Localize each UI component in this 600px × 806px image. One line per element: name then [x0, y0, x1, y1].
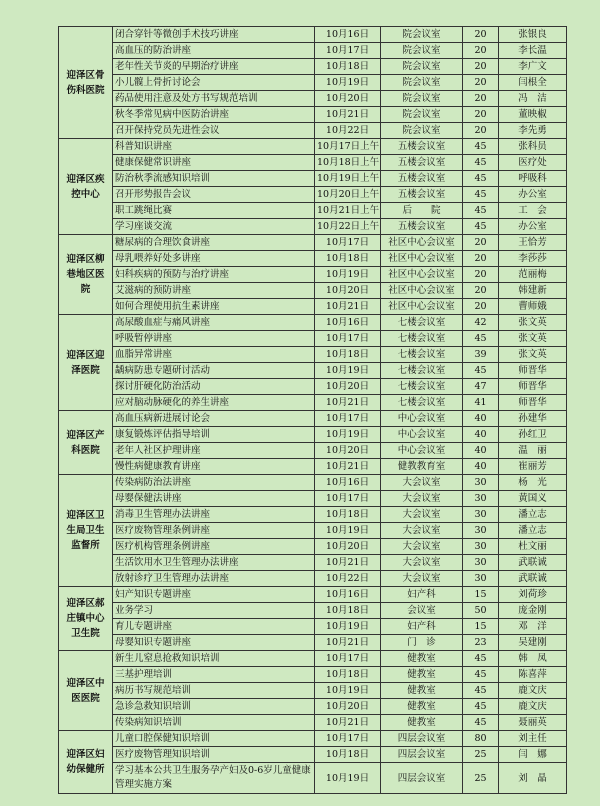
location-cell: 五楼会议室: [381, 171, 463, 187]
location-cell: 大会议室: [381, 539, 463, 555]
attendee-count-cell: 45: [463, 331, 499, 347]
table-row: [59, 603, 567, 619]
table-row: [59, 395, 567, 411]
attendee-count-cell: 20: [463, 107, 499, 123]
presenter-cell: 办公室: [499, 219, 567, 235]
location-cell: 健教室: [381, 683, 463, 699]
topic-cell: 三基护理培训: [113, 667, 315, 683]
presenter-cell: 孙红卫: [499, 427, 567, 443]
attendee-count-cell: 25: [463, 747, 499, 763]
organization-cell: 迎泽区迎泽医院: [59, 315, 113, 411]
topic-cell: 康复锻炼评估指导培训: [113, 427, 315, 443]
presenter-cell: 师晋华: [499, 363, 567, 379]
attendee-count-cell: 50: [463, 603, 499, 619]
topic-cell: 业务学习: [113, 603, 315, 619]
presenter-cell: 刘荷珍: [499, 587, 567, 603]
topic-cell: 母乳喂养好处多讲座: [113, 251, 315, 267]
table-row: [59, 747, 567, 763]
presenter-cell: 鹿文庆: [499, 683, 567, 699]
topic-cell: 育儿专题讲座: [113, 619, 315, 635]
location-cell: 五楼会议室: [381, 187, 463, 203]
table-row: [59, 75, 567, 91]
location-cell: 健教室: [381, 715, 463, 731]
topic-cell: 老年人社区护理讲座: [113, 443, 315, 459]
attendee-count-cell: 41: [463, 395, 499, 411]
location-cell: 四层会议室: [381, 747, 463, 763]
table-row: [59, 635, 567, 651]
location-cell: 院会议室: [381, 59, 463, 75]
date-cell: 10月19日: [315, 523, 381, 539]
location-cell: 院会议室: [381, 91, 463, 107]
table-row: [59, 411, 567, 427]
table-row: [59, 107, 567, 123]
topic-cell: 龋病防患专题研讨活动: [113, 363, 315, 379]
topic-cell: 高血压病新进展讨论会: [113, 411, 315, 427]
presenter-cell: 张银良: [499, 27, 567, 43]
organization-cell: 迎泽区柳巷地区医院: [59, 235, 113, 315]
date-cell: 10月17日: [315, 411, 381, 427]
date-cell: 10月20日: [315, 91, 381, 107]
presenter-cell: 陈喜萍: [499, 667, 567, 683]
date-cell: 10月16日: [315, 315, 381, 331]
topic-cell: 召开形势报告会议: [113, 187, 315, 203]
presenter-cell: 韩建新: [499, 283, 567, 299]
date-cell: 10月21日: [315, 395, 381, 411]
organization-cell: 迎泽区产科医院: [59, 411, 113, 475]
table-row: [59, 43, 567, 59]
topic-cell: 血脂异常讲座: [113, 347, 315, 363]
attendee-count-cell: 20: [463, 267, 499, 283]
presenter-cell: 办公室: [499, 187, 567, 203]
location-cell: 五楼会议室: [381, 219, 463, 235]
date-cell: 10月17日: [315, 491, 381, 507]
table-row: [59, 459, 567, 475]
attendee-count-cell: 45: [463, 667, 499, 683]
date-cell: 10月19日上午: [315, 171, 381, 187]
attendee-count-cell: 20: [463, 27, 499, 43]
topic-cell: 医疗机构管理条例讲座: [113, 539, 315, 555]
table-row: [59, 187, 567, 203]
date-cell: 10月21日: [315, 635, 381, 651]
presenter-cell: 闫根全: [499, 75, 567, 91]
date-cell: 10月17日: [315, 651, 381, 667]
date-cell: 10月20日: [315, 379, 381, 395]
organization-cell: 迎泽区疾控中心: [59, 139, 113, 235]
table-row: [59, 363, 567, 379]
attendee-count-cell: 39: [463, 347, 499, 363]
table-row: [59, 283, 567, 299]
presenter-cell: 杨 光: [499, 475, 567, 491]
date-cell: 10月19日: [315, 683, 381, 699]
presenter-cell: 潘立志: [499, 523, 567, 539]
attendee-count-cell: 20: [463, 75, 499, 91]
attendee-count-cell: 20: [463, 251, 499, 267]
presenter-cell: 医疗处: [499, 155, 567, 171]
location-cell: 门 诊: [381, 635, 463, 651]
topic-cell: 儿童口腔保健知识培训: [113, 731, 315, 747]
attendee-count-cell: 45: [463, 683, 499, 699]
location-cell: 中心会议室: [381, 427, 463, 443]
presenter-cell: 冯 洁: [499, 91, 567, 107]
date-cell: 10月18日: [315, 347, 381, 363]
location-cell: 中心会议室: [381, 411, 463, 427]
topic-cell: 探讨肝硬化防治活动: [113, 379, 315, 395]
table-row: [59, 91, 567, 107]
topic-cell: 如何合理使用抗生素讲座: [113, 299, 315, 315]
presenter-cell: 李莎莎: [499, 251, 567, 267]
presenter-cell: 张科员: [499, 139, 567, 155]
presenter-cell: 李先勇: [499, 123, 567, 139]
table-row: [59, 507, 567, 523]
attendee-count-cell: 25: [463, 763, 499, 794]
presenter-cell: 董映椒: [499, 107, 567, 123]
table-row: [59, 715, 567, 731]
date-cell: 10月21日: [315, 715, 381, 731]
presenter-cell: 李长温: [499, 43, 567, 59]
date-cell: 10月21日: [315, 299, 381, 315]
attendee-count-cell: 40: [463, 459, 499, 475]
presenter-cell: 韩 凤: [499, 651, 567, 667]
location-cell: 五楼会议室: [381, 139, 463, 155]
topic-cell: 学习座谈交流: [113, 219, 315, 235]
presenter-cell: 范丽梅: [499, 267, 567, 283]
location-cell: 四层会议室: [381, 731, 463, 747]
location-cell: 五楼会议室: [381, 155, 463, 171]
table-row: [59, 443, 567, 459]
location-cell: 社区中心会议室: [381, 299, 463, 315]
topic-cell: 呼吸暂停讲座: [113, 331, 315, 347]
table-row: [59, 587, 567, 603]
location-cell: 社区中心会议室: [381, 283, 463, 299]
attendee-count-cell: 45: [463, 203, 499, 219]
table-row: [59, 475, 567, 491]
attendee-count-cell: 30: [463, 571, 499, 587]
topic-cell: 新生儿窒息抢救知识培训: [113, 651, 315, 667]
attendee-count-cell: 45: [463, 155, 499, 171]
presenter-cell: 张文英: [499, 315, 567, 331]
presenter-cell: 工 会: [499, 203, 567, 219]
topic-cell: 糖尿病的合理饮食讲座: [113, 235, 315, 251]
attendee-count-cell: 30: [463, 523, 499, 539]
date-cell: 10月18日: [315, 251, 381, 267]
presenter-cell: 呼吸科: [499, 171, 567, 187]
table-row: [59, 59, 567, 75]
date-cell: 10月22日: [315, 571, 381, 587]
table-row: [59, 347, 567, 363]
topic-cell: 高血压的防治讲座: [113, 43, 315, 59]
presenter-cell: 王恰芳: [499, 235, 567, 251]
attendee-count-cell: 20: [463, 283, 499, 299]
presenter-cell: 师晋华: [499, 379, 567, 395]
date-cell: 10月19日: [315, 427, 381, 443]
table-row: [59, 267, 567, 283]
date-cell: 10月21日: [315, 107, 381, 123]
presenter-cell: 黄国义: [499, 491, 567, 507]
presenter-cell: 曹师娥: [499, 299, 567, 315]
table-row: [59, 731, 567, 747]
attendee-count-cell: 30: [463, 507, 499, 523]
topic-cell: 健康保健常识讲座: [113, 155, 315, 171]
location-cell: 大会议室: [381, 555, 463, 571]
attendee-count-cell: 20: [463, 43, 499, 59]
topic-cell: 药品使用注意及处方书写规范培训: [113, 91, 315, 107]
attendee-count-cell: 40: [463, 411, 499, 427]
presenter-cell: 武联诚: [499, 571, 567, 587]
table-row: [59, 763, 567, 794]
attendee-count-cell: 23: [463, 635, 499, 651]
date-cell: 10月18日: [315, 747, 381, 763]
topic-cell: 母婴保健法讲座: [113, 491, 315, 507]
topic-cell: 放射诊疗卫生管理办法讲座: [113, 571, 315, 587]
location-cell: 大会议室: [381, 475, 463, 491]
location-cell: 七楼会议室: [381, 331, 463, 347]
presenter-cell: 邓 洋: [499, 619, 567, 635]
location-cell: 四层会议室: [381, 763, 463, 794]
date-cell: 10月16日: [315, 475, 381, 491]
organization-cell: 迎泽区郝庄镇中心卫生院: [59, 587, 113, 651]
topic-cell: 召开保持党员先进性会议: [113, 123, 315, 139]
schedule-body: [59, 27, 567, 794]
attendee-count-cell: 45: [463, 171, 499, 187]
organization-cell: 迎泽区中医医院: [59, 651, 113, 731]
table-row: [59, 203, 567, 219]
presenter-cell: 张文英: [499, 331, 567, 347]
attendee-count-cell: 20: [463, 59, 499, 75]
date-cell: 10月17日: [315, 235, 381, 251]
topic-cell: 妇科疾病的预防与治疗讲座: [113, 267, 315, 283]
location-cell: 院会议室: [381, 75, 463, 91]
location-cell: 会议室: [381, 603, 463, 619]
attendee-count-cell: 40: [463, 443, 499, 459]
date-cell: 10月17日: [315, 43, 381, 59]
table-row: [59, 331, 567, 347]
table-row: [59, 619, 567, 635]
date-cell: 10月18日: [315, 667, 381, 683]
presenter-cell: 刘主任: [499, 731, 567, 747]
attendee-count-cell: 20: [463, 299, 499, 315]
presenter-cell: 师晋华: [499, 395, 567, 411]
organization-cell: 迎泽区妇幼保健所: [59, 731, 113, 794]
training-schedule-table: [58, 26, 567, 794]
date-cell: 10月20日上午: [315, 187, 381, 203]
table-row: [59, 299, 567, 315]
location-cell: 后 院: [381, 203, 463, 219]
location-cell: 大会议室: [381, 491, 463, 507]
table-row: [59, 427, 567, 443]
topic-cell: 传染病知识培训: [113, 715, 315, 731]
table-row: [59, 539, 567, 555]
location-cell: 七楼会议室: [381, 395, 463, 411]
topic-cell: 妇产知识专题讲座: [113, 587, 315, 603]
date-cell: 10月19日: [315, 75, 381, 91]
attendee-count-cell: 15: [463, 587, 499, 603]
date-cell: 10月19日: [315, 619, 381, 635]
attendee-count-cell: 47: [463, 379, 499, 395]
presenter-cell: 潘立志: [499, 507, 567, 523]
topic-cell: 闭合穿针等微创手术技巧讲座: [113, 27, 315, 43]
table-row: [59, 251, 567, 267]
location-cell: 七楼会议室: [381, 363, 463, 379]
presenter-cell: 闫 娜: [499, 747, 567, 763]
location-cell: 院会议室: [381, 27, 463, 43]
attendee-count-cell: 80: [463, 731, 499, 747]
attendee-count-cell: 20: [463, 235, 499, 251]
presenter-cell: 武联诚: [499, 555, 567, 571]
topic-cell: 应对脑动脉硬化的养生讲座: [113, 395, 315, 411]
date-cell: 10月20日: [315, 539, 381, 555]
attendee-count-cell: 30: [463, 539, 499, 555]
date-cell: 10月16日: [315, 587, 381, 603]
attendee-count-cell: 45: [463, 219, 499, 235]
location-cell: 中心会议室: [381, 443, 463, 459]
table-row: [59, 571, 567, 587]
topic-cell: 职工跳绳比赛: [113, 203, 315, 219]
attendee-count-cell: 20: [463, 123, 499, 139]
table-row: [59, 379, 567, 395]
organization-cell: 迎泽区卫生局卫生监督所: [59, 475, 113, 587]
table-row: [59, 699, 567, 715]
topic-cell: 防治秋季流感知识培训: [113, 171, 315, 187]
attendee-count-cell: 30: [463, 491, 499, 507]
attendee-count-cell: 15: [463, 619, 499, 635]
attendee-count-cell: 40: [463, 427, 499, 443]
location-cell: 妇产科: [381, 619, 463, 635]
location-cell: 大会议室: [381, 571, 463, 587]
table-row: [59, 27, 567, 43]
attendee-count-cell: 42: [463, 315, 499, 331]
presenter-cell: 鹿文庆: [499, 699, 567, 715]
date-cell: 10月22日上午: [315, 219, 381, 235]
topic-cell: 秋冬季常见病中医防治讲座: [113, 107, 315, 123]
topic-cell: 医疗废物管理知识培训: [113, 747, 315, 763]
attendee-count-cell: 45: [463, 139, 499, 155]
date-cell: 10月17日: [315, 331, 381, 347]
table-row: [59, 139, 567, 155]
location-cell: 社区中心会议室: [381, 267, 463, 283]
attendee-count-cell: 30: [463, 555, 499, 571]
presenter-cell: 李广文: [499, 59, 567, 75]
topic-cell: 传染病防治法讲座: [113, 475, 315, 491]
location-cell: 健教室: [381, 667, 463, 683]
location-cell: 七楼会议室: [381, 379, 463, 395]
topic-cell: 病历书写规范培训: [113, 683, 315, 699]
presenter-cell: 刘 晶: [499, 763, 567, 794]
table-row: [59, 491, 567, 507]
attendee-count-cell: 45: [463, 699, 499, 715]
topic-cell: 母婴知识专题讲座: [113, 635, 315, 651]
table-row: [59, 651, 567, 667]
date-cell: 10月19日: [315, 363, 381, 379]
date-cell: 10月21日: [315, 555, 381, 571]
topic-cell: 小儿髋上骨折讨论会: [113, 75, 315, 91]
location-cell: 社区中心会议室: [381, 235, 463, 251]
table-row: [59, 235, 567, 251]
attendee-count-cell: 45: [463, 187, 499, 203]
topic-cell: 学习基本公共卫生服务孕产妇及0-6岁儿童健康管理实施方案: [113, 763, 315, 794]
table-row: [59, 315, 567, 331]
presenter-cell: 杜文丽: [499, 539, 567, 555]
table-row: [59, 171, 567, 187]
topic-cell: 艾滋病的预防讲座: [113, 283, 315, 299]
topic-cell: 科普知识讲座: [113, 139, 315, 155]
location-cell: 院会议室: [381, 107, 463, 123]
presenter-cell: 崔丽芳: [499, 459, 567, 475]
topic-cell: 老年性关节炎的早期治疗讲座: [113, 59, 315, 75]
table-row: [59, 683, 567, 699]
location-cell: 社区中心会议室: [381, 251, 463, 267]
location-cell: 健教教育室: [381, 459, 463, 475]
table-row: [59, 555, 567, 571]
date-cell: 10月17日: [315, 731, 381, 747]
table-row: [59, 219, 567, 235]
presenter-cell: 孙建华: [499, 411, 567, 427]
date-cell: 10月19日: [315, 763, 381, 794]
attendee-count-cell: 20: [463, 91, 499, 107]
date-cell: 10月18日: [315, 507, 381, 523]
location-cell: 妇产科: [381, 587, 463, 603]
location-cell: 院会议室: [381, 43, 463, 59]
topic-cell: 医疗废物管理条例讲座: [113, 523, 315, 539]
location-cell: 院会议室: [381, 123, 463, 139]
topic-cell: 慢性病健康教育讲座: [113, 459, 315, 475]
location-cell: 大会议室: [381, 507, 463, 523]
topic-cell: 消毒卫生管理办法讲座: [113, 507, 315, 523]
location-cell: 大会议室: [381, 523, 463, 539]
table-row: [59, 155, 567, 171]
topic-cell: 高尿酸血症与痛风讲座: [113, 315, 315, 331]
date-cell: 10月19日: [315, 267, 381, 283]
date-cell: 10月18日: [315, 603, 381, 619]
date-cell: 10月20日: [315, 443, 381, 459]
topic-cell: 急诊急救知识培训: [113, 699, 315, 715]
location-cell: 七楼会议室: [381, 347, 463, 363]
date-cell: 10月18日: [315, 59, 381, 75]
presenter-cell: 聂丽英: [499, 715, 567, 731]
organization-cell: 迎泽区骨伤科医院: [59, 27, 113, 139]
presenter-cell: 温 丽: [499, 443, 567, 459]
table-row: [59, 523, 567, 539]
location-cell: 健教室: [381, 651, 463, 667]
topic-cell: 生活饮用水卫生管理办法讲座: [113, 555, 315, 571]
table-row: [59, 123, 567, 139]
presenter-cell: 吴建刚: [499, 635, 567, 651]
table-row: [59, 667, 567, 683]
date-cell: 10月22日: [315, 123, 381, 139]
date-cell: 10月16日: [315, 27, 381, 43]
location-cell: 健教室: [381, 699, 463, 715]
location-cell: 七楼会议室: [381, 315, 463, 331]
presenter-cell: 张文英: [499, 347, 567, 363]
date-cell: 10月21日: [315, 459, 381, 475]
date-cell: 10月17日上午: [315, 139, 381, 155]
date-cell: 10月21日上午: [315, 203, 381, 219]
date-cell: 10月18日上午: [315, 155, 381, 171]
attendee-count-cell: 45: [463, 363, 499, 379]
attendee-count-cell: 30: [463, 475, 499, 491]
presenter-cell: 庞金刚: [499, 603, 567, 619]
date-cell: 10月20日: [315, 283, 381, 299]
attendee-count-cell: 45: [463, 715, 499, 731]
attendee-count-cell: 45: [463, 651, 499, 667]
date-cell: 10月20日: [315, 699, 381, 715]
